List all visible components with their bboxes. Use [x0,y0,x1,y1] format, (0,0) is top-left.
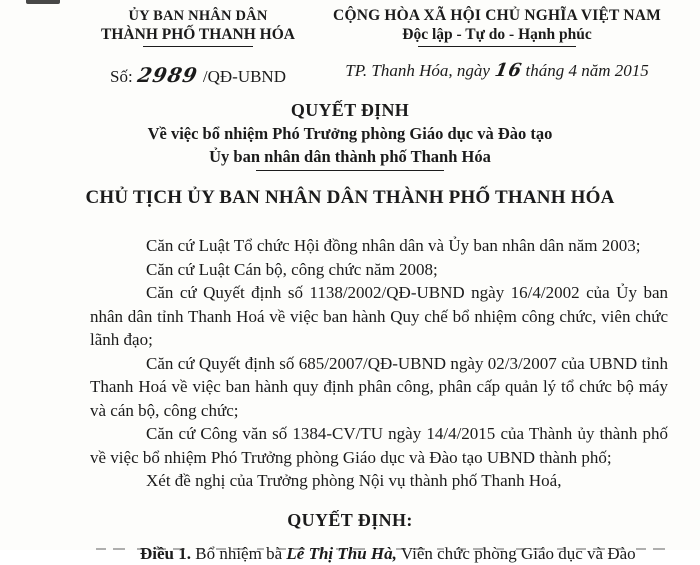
dateline-day-handwritten: 16 [493,60,524,81]
preamble-paragraph: Căn cứ Quyết định số 1138/2002/QĐ-UBND ngày 16/4/2002 của Ủy ban nhân dân tỉnh Thanh Hoá về việc ban hành Quy chế bổ nhiệm công chức, viên chức lãnh đạo; [90,281,668,352]
scan-artifact-mark [26,0,60,4]
issuing-agency-block [64,7,332,87]
article-1-text-after: Viên chức phòng Giáo dục và Đào [401,544,636,563]
agency-name: THÀNH PHỐ THANH HÓA [64,25,332,44]
place-date-line [332,60,662,81]
preamble-paragraph: Căn cứ Quyết định số 685/2007/QĐ-UBND ngày 02/3/2007 của UBND tỉnh Thanh Hoá về việc ban hành quy định phân công, phân cấp quản lý tổ chức bộ máy và cán bộ, công chức; [90,352,668,423]
document-header [0,0,700,87]
enacting-heading: QUYẾT ĐỊNH: [0,509,700,531]
preamble-paragraph: Căn cứ Luật Cán bộ, công chức năm 2008; [90,258,668,282]
document-number-label: Số: [110,67,133,86]
document-number-suffix: /QĐ-UBND [203,67,286,86]
appointee-name: Lê Thị Thu Hà, [286,544,397,563]
preamble-paragraph: Căn cứ Luật Tổ chức Hội đồng nhân dân và Ủy ban nhân dân năm 2003; [90,234,668,258]
article-1-text-before: Bổ nhiệm bà [195,544,282,563]
document-type-title: QUYẾT ĐỊNH [0,100,700,121]
preamble-section [90,234,668,493]
agency-parent-name: ỦY BAN NHÂN DÂN [64,7,332,25]
document-number-handwritten: 2989 [136,63,200,87]
document-subject-line1: Về việc bổ nhiệm Phó Trưởng phòng Giáo dục và Đào tạo [0,123,700,144]
issuer-heading: CHỦ TỊCH ỦY BAN NHÂN DÂN THÀNH PHỐ THANH HÓA [0,187,700,209]
national-motto-block [332,7,662,87]
document-title-block [0,100,700,171]
article-1-paragraph [90,542,668,565]
motto-underline [418,46,576,47]
preamble-paragraph: Căn cứ Công văn số 1384-CV/TU ngày 14/4/2015 của Thành ủy thành phố về việc bổ nhiệm Phó Trưởng phòng Giáo dục và Đào tạo UBND thành phố; [90,422,668,469]
dateline-suffix: tháng 4 năm 2015 [526,61,649,80]
article-1-label: Điều 1. [140,544,191,563]
preamble-paragraph: Xét đề nghị của Trưởng phòng Nội vụ thành phố Thanh Hoá, [90,469,668,493]
document-subject-line2: Ủy ban nhân dân thành phố Thanh Hóa [0,146,700,167]
document-number-line [64,63,332,87]
title-underline [256,170,444,171]
dateline-prefix: TP. Thanh Hóa, ngày [345,61,490,80]
agency-underline [143,46,253,47]
national-motto: Độc lập - Tự do - Hạnh phúc [332,25,662,44]
national-title: CỘNG HÒA XÃ HỘI CHỦ NGHĨA VIỆT NAM [332,7,662,25]
